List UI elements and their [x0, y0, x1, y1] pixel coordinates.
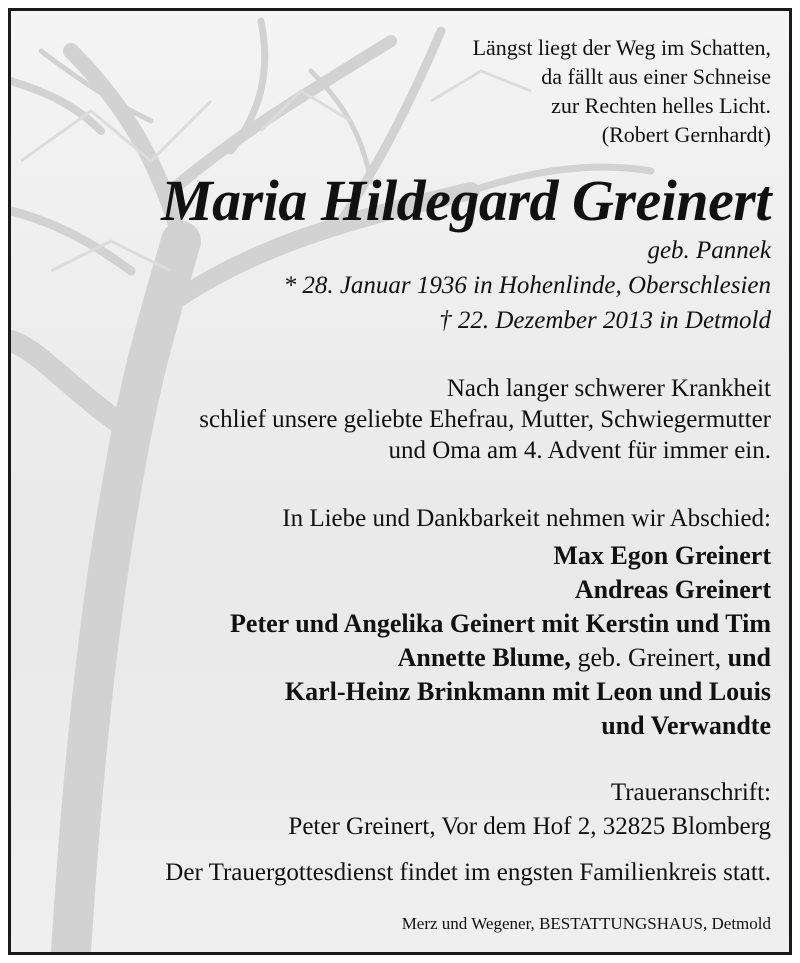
farewell-text: In Liebe und Dankbarkeit nehmen wir Abschied: — [282, 505, 771, 532]
undertaker-prefix: Merz und Wegener, — [401, 914, 540, 933]
obituary-card — [8, 8, 792, 955]
family-conjunction: und — [721, 643, 771, 672]
family-maiden: geb. Greinert, — [570, 643, 722, 672]
undertaker-name: BESTATTUNGSHAUS — [539, 914, 703, 933]
message-line-1: Nach langer schwerer Krankheit — [446, 375, 771, 402]
maiden-name: geb. Pannek — [647, 237, 771, 264]
message-line-3: und Oma am 4. Advent für immer ein. — [388, 437, 771, 464]
family-line-3: Peter und Angelika Geinert mit Kerstin und Tim — [230, 609, 771, 638]
service-note: Der Trauergottesdienst findet im engsten Familienkreis statt. — [165, 859, 771, 886]
message-line-2: schlief unsere geliebte Ehefrau, Mutter, Schwiegermutter — [199, 406, 771, 433]
family-line-4 — [398, 641, 771, 675]
poem-author: (Robert Gernhardt) — [601, 122, 771, 147]
undertaker-suffix: , Detmold — [703, 914, 771, 933]
deceased-name: Maria Hildegard Greinert — [161, 168, 771, 233]
family-name-bold: Annette Blume, — [397, 643, 571, 672]
undertaker — [402, 914, 771, 934]
poem-line-2: da fällt aus einer Schneise — [541, 64, 771, 89]
birth-date: * 28. Januar 1936 in Hohenlinde, Oberschlesien — [283, 272, 771, 299]
poem-line-1: Längst liegt der Weg im Schatten, — [472, 35, 771, 60]
family-line-2: Andreas Greinert — [574, 575, 771, 604]
address-value: Peter Greinert, Vor dem Hof 2, 32825 Blomberg — [288, 813, 771, 840]
family-line-1: Max Egon Greinert — [553, 541, 771, 570]
death-date: † 22. Dezember 2013 in Detmold — [439, 307, 771, 334]
family-line-6: und Verwandte — [601, 711, 771, 740]
poem-line-3: zur Rechten helles Licht. — [551, 93, 771, 118]
family-line-5: Karl-Heinz Brinkmann mit Leon und Louis — [284, 677, 771, 706]
address-label: Traueranschrift: — [610, 779, 771, 806]
